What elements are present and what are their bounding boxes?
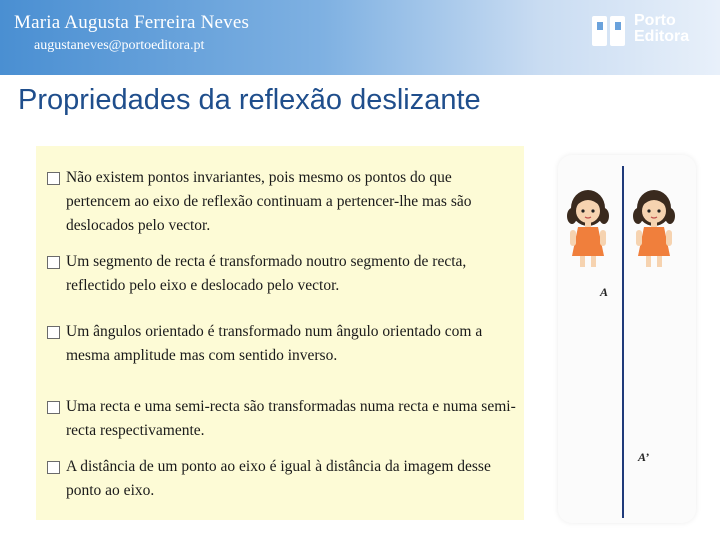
checkbox-bullet-icon: [47, 401, 60, 414]
logo-text-line1: Porto: [634, 12, 676, 29]
checkbox-bullet-icon: [47, 172, 60, 185]
checkbox-bullet-icon: [47, 326, 60, 339]
bullet-text: Uma recta e uma semi-recta são transformadas numa recta e numa semi-recta respectivamente.: [66, 398, 516, 439]
girl-figure-icon: [566, 186, 610, 270]
properties-panel: [36, 146, 524, 520]
list-item: [50, 455, 520, 503]
point-a-label: A: [600, 285, 609, 299]
checkbox-bullet-icon: [47, 256, 60, 269]
list-item: [50, 395, 520, 443]
bullet-text: Não existem pontos invariantes, pois mesmo os pontos do que pertencem ao eixo de reflexão continuam a pertencer-lhe mas são deslocados pelo vector.: [66, 169, 472, 234]
author-email: augustaneves@portoeditora.pt: [34, 38, 205, 53]
porto-editora-logo: [590, 14, 696, 48]
girl-figure-reflected-icon: [632, 186, 676, 270]
author-name: Maria Augusta Ferreira Neves: [14, 12, 250, 33]
point-a-prime-label: A’: [638, 450, 650, 464]
bullet-text: Um ângulos orientado é transformado num ângulo orientado com a mesma amplitude mas com sentido inverso.: [66, 323, 483, 364]
logo-mark-icon: [590, 14, 630, 48]
page-title: Propriedades da reflexão deslizante: [18, 84, 481, 116]
logo-text: [634, 13, 689, 45]
reflection-axis: [622, 166, 624, 518]
list-item: [50, 166, 520, 238]
checkbox-bullet-icon: [47, 461, 60, 474]
list-item: [50, 250, 520, 298]
bullet-text: Um segmento de recta é transformado noutro segmento de recta, reflectido pelo eixo e deslocado pelo vector.: [66, 253, 467, 294]
logo-text-line2: Editora: [634, 28, 690, 45]
header-banner: [0, 0, 720, 75]
list-item: [50, 320, 520, 368]
bullet-text: A distância de um ponto ao eixo é igual à distância da imagem desse ponto ao eixo.: [66, 458, 491, 499]
